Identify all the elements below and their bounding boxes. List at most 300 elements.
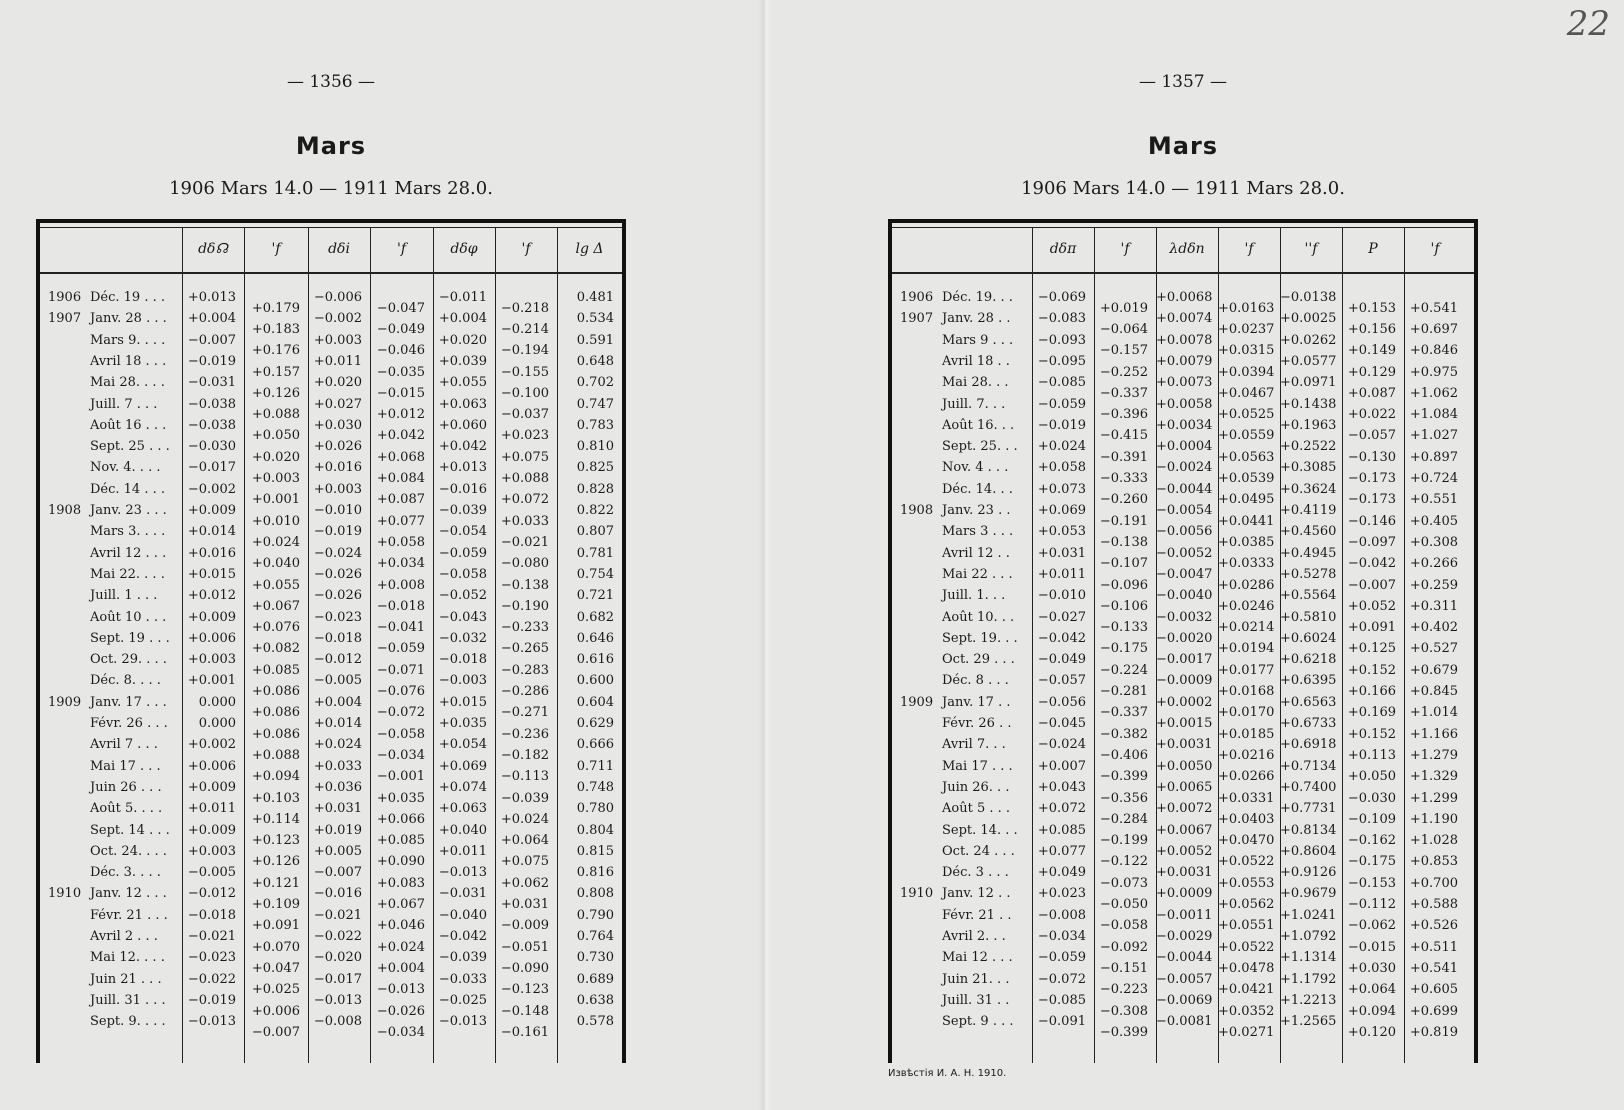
table-cell: 0.810: [576, 439, 614, 455]
table-cell: −0.042: [1037, 630, 1086, 646]
table-cell: −0.009: [500, 918, 549, 934]
row-date: Déc. 14. . .: [942, 481, 1013, 497]
table-cell: −0.0081: [1156, 1014, 1213, 1030]
table-cell: +0.846: [1409, 343, 1458, 359]
table-cell: −0.056: [1037, 694, 1086, 710]
table-cell: +1.0241: [1280, 907, 1337, 923]
table-cell: −0.123: [500, 982, 549, 998]
table-cell: +0.0262: [1280, 332, 1337, 348]
table-cell: +0.169: [1347, 705, 1396, 721]
row-date: Août 16. . .: [942, 417, 1015, 433]
table-cell: −0.016: [313, 886, 362, 902]
table-cell: +0.025: [251, 982, 300, 998]
table-cell: +0.0551: [1218, 918, 1275, 934]
table-cell: +0.6395: [1280, 673, 1337, 689]
table-cell: +0.030: [1347, 960, 1396, 976]
table-row: [892, 801, 1474, 827]
table-cell: −0.199: [1099, 833, 1148, 849]
table-cell: −0.031: [438, 886, 487, 902]
table-cell: +0.0065: [1156, 779, 1213, 795]
table-cell: 0.764: [576, 929, 614, 944]
table-cell: −0.406: [1099, 747, 1148, 763]
row-date: Janv. 17 . . .: [90, 694, 167, 710]
table-cell: −0.038: [187, 417, 236, 433]
table-cell: −0.286: [500, 684, 549, 700]
table-cell: −0.021: [313, 907, 362, 923]
table-cell: +0.7134: [1280, 758, 1337, 774]
table-cell: +0.002: [187, 737, 236, 753]
table-cell: 0.689: [576, 971, 614, 987]
row-date: Sept. 25. . .: [942, 439, 1018, 455]
table-cell: −0.155: [500, 364, 549, 380]
table-cell: +0.090: [376, 854, 425, 870]
table-cell: +0.011: [187, 801, 236, 817]
table-cell: 0.781: [576, 545, 614, 561]
table-cell: −0.062: [1347, 918, 1396, 934]
table-row: [40, 375, 622, 401]
table-cell: +0.0216: [1218, 747, 1275, 763]
table-cell: −0.0020: [1156, 630, 1213, 646]
table-cell: +0.006: [251, 1003, 300, 1019]
table-cell: +0.024: [251, 534, 300, 550]
row-date: Juin 26 . . .: [90, 779, 162, 795]
table-row: [40, 971, 622, 998]
table-cell: +0.066: [376, 811, 425, 827]
row-date: Févr. 26 . .: [942, 716, 1012, 731]
table-cell: −0.308: [1099, 1003, 1148, 1019]
table-cell: +0.153: [1347, 300, 1396, 316]
table-cell: +0.083: [376, 875, 425, 891]
table-cell: +1.2213: [1280, 992, 1337, 1008]
table-cell: +0.0394: [1218, 364, 1275, 380]
row-date: Janv. 17 . .: [942, 694, 1011, 710]
column-header: 'f: [1430, 241, 1440, 257]
table-cell: +0.9679: [1280, 886, 1337, 902]
table-cell: 0.604: [576, 694, 614, 710]
table-cell: −0.191: [1099, 513, 1148, 529]
table-cell: +0.5810: [1280, 609, 1337, 625]
page-fold: [758, 0, 772, 1110]
table-cell: −0.007: [187, 332, 236, 348]
table-cell: +0.064: [500, 833, 549, 849]
table-cell: +0.0168: [1218, 684, 1275, 700]
table-cell: +0.033: [313, 758, 362, 774]
table-cell: −0.051: [500, 939, 549, 955]
table-cell: +0.086: [251, 684, 300, 700]
table-cell: −0.382: [1099, 726, 1148, 742]
table-row: [892, 503, 1474, 529]
table-cell: −0.008: [313, 1014, 362, 1030]
table-cell: +0.0352: [1218, 1003, 1275, 1019]
table-cell: +0.042: [376, 428, 425, 444]
table-cell: +0.0073: [1156, 375, 1213, 391]
row-date: Mai 12. . . .: [90, 950, 165, 966]
table-cell: +0.121: [251, 875, 300, 891]
row-date: Déc. 19. . .: [942, 290, 1013, 305]
row-date: Févr. 21 . .: [942, 907, 1012, 923]
page-title: Mars: [295, 132, 367, 160]
table-cell: +0.031: [1037, 545, 1086, 561]
table-cell: −0.018: [187, 907, 236, 923]
row-date: Avril 2. . .: [942, 929, 1006, 944]
table-cell: −0.260: [1099, 492, 1148, 508]
table-cell: +0.050: [1347, 769, 1396, 785]
table-cell: +0.103: [251, 790, 300, 806]
row-date: Mai 12 . . .: [942, 950, 1013, 966]
table-cell: −0.023: [313, 609, 362, 625]
table-cell: +0.0266: [1218, 769, 1275, 785]
table-cell: +0.054: [438, 737, 487, 753]
table-row: [892, 652, 1474, 678]
column-header: 'f: [271, 241, 281, 257]
table-cell: +0.020: [313, 375, 362, 391]
table-cell: −0.064: [1099, 321, 1148, 337]
table-cell: +0.094: [251, 769, 300, 785]
table-cell: −0.034: [376, 747, 425, 763]
table-cell: −0.0017: [1156, 652, 1213, 668]
table-cell: −0.153: [1347, 875, 1396, 891]
row-date: Déc. 3. . . .: [90, 865, 161, 881]
table-cell: +0.0470: [1218, 833, 1275, 849]
table-cell: −0.023: [187, 950, 236, 966]
table-cell: +0.4560: [1280, 524, 1337, 540]
table-cell: +0.011: [313, 353, 362, 369]
table-cell: +0.072: [1037, 801, 1086, 817]
table-cell: +0.031: [500, 897, 549, 913]
table-cell: +0.0034: [1156, 417, 1213, 433]
table-cell: −0.0138: [1280, 290, 1337, 305]
table-row: [892, 311, 1474, 337]
table-cell: +0.0331: [1218, 790, 1275, 806]
table-cell: −0.019: [187, 992, 236, 1008]
table-cell: −0.025: [438, 992, 487, 1008]
row-date: Juill. 7 . . .: [90, 396, 158, 412]
table-cell: −0.122: [1099, 854, 1148, 870]
table-cell: +0.0467: [1218, 385, 1275, 401]
row-date: Mars 3. . . .: [90, 524, 166, 540]
row-date: Févr. 26 . . .: [90, 716, 168, 731]
table-cell: +0.0031: [1156, 865, 1213, 881]
table-cell: −0.0054: [1156, 503, 1213, 518]
table-cell: +0.179: [251, 300, 300, 316]
table-row: [892, 971, 1474, 998]
table-cell: +0.069: [438, 758, 487, 774]
table-cell: +0.088: [251, 747, 300, 763]
table-cell: +0.094: [1347, 1003, 1396, 1019]
table-cell: −0.284: [1099, 811, 1148, 827]
table-cell: +0.086: [251, 726, 300, 742]
table-cell: +0.042: [438, 439, 487, 455]
table-cell: −0.026: [313, 588, 362, 604]
table-cell: −0.013: [313, 992, 362, 1008]
table-cell: +1.2565: [1280, 1014, 1337, 1030]
table-row: [40, 992, 622, 1019]
table-cell: −0.085: [1037, 375, 1086, 391]
table-cell: −0.030: [187, 439, 236, 455]
table-cell: 0.822: [576, 503, 614, 518]
table-cell: +0.0009: [1156, 886, 1213, 902]
table-cell: −0.175: [1347, 854, 1396, 870]
row-date: Mars 9. . . .: [90, 332, 166, 348]
table-cell: −0.013: [438, 865, 487, 881]
table-cell: −0.182: [500, 747, 549, 763]
table-cell: −0.018: [376, 598, 425, 614]
table-row: [40, 886, 622, 913]
row-date: Mars 9 . . .: [942, 332, 1014, 348]
table-cell: +0.0067: [1156, 822, 1213, 838]
table-cell: −0.194: [500, 343, 549, 359]
table-cell: −0.008: [1037, 907, 1086, 923]
table-cell: −0.173: [1347, 471, 1396, 487]
table-cell: +0.073: [1037, 481, 1086, 497]
table-cell: −0.057: [1347, 428, 1396, 444]
table-cell: −0.033: [438, 971, 487, 987]
table-row: [40, 843, 622, 870]
table-cell: +0.527: [1409, 641, 1458, 657]
table-cell: −0.0069: [1156, 992, 1213, 1008]
row-date: Oct. 24. . . .: [90, 843, 167, 859]
table-cell: −0.073: [1099, 875, 1148, 891]
table-cell: +0.067: [376, 897, 425, 913]
table-cell: −0.092: [1099, 939, 1148, 955]
table-cell: −0.058: [376, 726, 425, 742]
table-cell: +1.062: [1409, 385, 1458, 401]
table-cell: +0.0079: [1156, 353, 1213, 369]
table-cell: +0.050: [251, 428, 300, 444]
table-row: [40, 801, 622, 827]
table-cell: −0.050: [1099, 897, 1148, 913]
table-cell: −0.016: [438, 481, 487, 497]
table-row: [892, 779, 1474, 806]
column-header: 'f: [1120, 241, 1130, 257]
table-cell: −0.024: [313, 545, 362, 561]
row-year: 1909: [900, 694, 934, 710]
table-cell: +0.024: [313, 737, 362, 753]
table-cell: −0.057: [1037, 673, 1086, 689]
table-cell: −0.046: [376, 343, 425, 359]
table-row: [892, 524, 1474, 550]
right-page: [888, 0, 1528, 1110]
table-cell: 0.666: [576, 737, 614, 753]
table-cell: −0.007: [251, 1024, 300, 1040]
page-number: — 1356 —: [286, 72, 376, 92]
table-cell: +0.049: [1037, 865, 1086, 881]
table-cell: +0.588: [1409, 897, 1458, 913]
table-cell: −0.080: [500, 556, 549, 572]
row-date: Oct. 29. . . .: [90, 652, 167, 668]
row-date: Mai 17 . . .: [90, 758, 161, 774]
row-date: Sept. 14. . .: [942, 822, 1018, 838]
column-header: dδπ: [1049, 241, 1077, 257]
table-cell: +1.166: [1409, 726, 1458, 742]
table-cell: +0.020: [438, 332, 487, 348]
table-cell: +0.055: [438, 375, 487, 391]
table-cell: −0.090: [500, 960, 549, 976]
table-cell: +0.0177: [1218, 662, 1275, 678]
table-cell: +0.0052: [1156, 843, 1213, 859]
table-cell: −0.002: [313, 311, 362, 327]
table-cell: +0.040: [251, 556, 300, 572]
table-cell: −0.007: [1347, 577, 1396, 593]
table-cell: +1.028: [1409, 833, 1458, 849]
table-cell: +0.087: [1347, 385, 1396, 401]
table-cell: −0.022: [313, 929, 362, 944]
table-cell: −0.054: [438, 524, 487, 540]
table-cell: −0.052: [438, 588, 487, 604]
table-cell: −0.059: [376, 641, 425, 657]
table-cell: −0.019: [1037, 417, 1086, 433]
table-cell: +0.0074: [1156, 311, 1213, 327]
row-date: Juill. 1 . . .: [90, 588, 158, 604]
table-cell: +0.0004: [1156, 439, 1213, 455]
table-cell: +0.011: [1037, 566, 1086, 582]
table-cell: +1.084: [1409, 407, 1458, 423]
table-cell: −0.0056: [1156, 524, 1213, 540]
table-cell: −0.399: [1099, 1024, 1148, 1040]
table-row: [40, 290, 622, 316]
table-cell: 0.629: [576, 716, 614, 731]
table-cell: +0.0333: [1218, 556, 1275, 572]
table-cell: −0.236: [500, 726, 549, 742]
table-cell: −0.161: [500, 1024, 549, 1040]
table-cell: −0.012: [187, 886, 236, 902]
column-header: dδφ: [450, 241, 478, 257]
table-row: [892, 694, 1474, 721]
table-cell: −0.072: [1037, 971, 1086, 987]
table-cell: −0.017: [313, 971, 362, 987]
table-cell: −0.0032: [1156, 609, 1213, 625]
table-cell: +0.085: [251, 662, 300, 678]
table-cell: +0.0271: [1218, 1024, 1275, 1040]
table-cell: −0.337: [1099, 705, 1148, 721]
column-header: 'f: [1244, 241, 1254, 257]
table-cell: −0.097: [1347, 534, 1396, 550]
row-date: Mai 22 . . .: [942, 566, 1013, 582]
table-cell: +0.3624: [1280, 481, 1337, 497]
table-cell: +0.126: [251, 854, 300, 870]
row-date: Mars 3 . . .: [942, 524, 1014, 540]
row-date: Janv. 28 . .: [942, 311, 1011, 327]
table-cell: +1.329: [1409, 769, 1458, 785]
table-cell: +0.819: [1409, 1024, 1458, 1040]
row-date: Janv. 28 . . .: [90, 311, 167, 327]
row-year: 1908: [900, 503, 934, 518]
table-cell: −0.019: [313, 524, 362, 540]
table-cell: −0.047: [376, 300, 425, 316]
column-header: λdδn: [1169, 241, 1205, 257]
table-cell: +0.405: [1409, 513, 1458, 529]
table-cell: −0.107: [1099, 556, 1148, 572]
table-cell: −0.035: [376, 364, 425, 380]
table-row: [40, 652, 622, 678]
table-row: [40, 822, 622, 849]
row-date: Août 16 . . .: [90, 417, 167, 433]
table-cell: −0.038: [187, 396, 236, 412]
table-cell: +0.016: [187, 545, 236, 561]
table-cell: +0.975: [1409, 364, 1458, 380]
table-cell: +0.015: [438, 694, 487, 710]
row-date: Nov. 4 . . .: [942, 460, 1009, 476]
table-cell: +0.0315: [1218, 343, 1275, 359]
table-cell: +0.012: [187, 588, 236, 604]
table-cell: +0.109: [251, 897, 300, 913]
table-cell: 0.646: [576, 630, 614, 646]
table-cell: 0.730: [576, 950, 614, 966]
table-cell: +0.006: [187, 758, 236, 774]
row-date: Juill. 7. . .: [942, 396, 1006, 412]
table-row: [40, 545, 622, 572]
table-cell: −0.071: [376, 662, 425, 678]
table-cell: −0.337: [1099, 385, 1148, 401]
table-cell: +0.055: [251, 577, 300, 593]
page-footer: Извѣстія И. А. Н. 1910.: [888, 1068, 1007, 1079]
left-page: [36, 0, 676, 1110]
table-cell: +0.088: [251, 407, 300, 423]
table-row: [892, 332, 1474, 359]
table-cell: −0.034: [376, 1024, 425, 1040]
row-date: Avril 7 . . .: [90, 737, 158, 753]
table-cell: −0.356: [1099, 790, 1148, 806]
table-cell: +0.5278: [1280, 566, 1337, 582]
table-cell: −0.076: [376, 684, 425, 700]
table-cell: +0.697: [1409, 321, 1458, 337]
row-date: Août 10. . .: [942, 609, 1015, 625]
table-cell: +0.0385: [1218, 534, 1275, 550]
table-cell: +0.027: [313, 396, 362, 412]
row-date: Août 5. . . .: [90, 801, 163, 817]
row-date: Avril 7. . .: [942, 737, 1006, 753]
row-date: Juill. 31 . .: [942, 992, 1010, 1008]
table-cell: 0.616: [576, 652, 614, 668]
table-cell: −0.146: [1347, 513, 1396, 529]
table-cell: −0.042: [438, 929, 487, 944]
table-cell: +0.0522: [1218, 939, 1275, 955]
table-cell: −0.109: [1347, 811, 1396, 827]
table-cell: +0.063: [438, 396, 487, 412]
table-cell: +1.027: [1409, 428, 1458, 444]
row-date: Sept. 25 . . .: [90, 439, 170, 455]
table-cell: 0.648: [576, 353, 614, 369]
table-cell: −0.018: [438, 652, 487, 668]
table-cell: +0.6918: [1280, 737, 1337, 753]
table-cell: +0.016: [313, 460, 362, 476]
table-cell: +0.266: [1409, 556, 1458, 572]
table-cell: +0.176: [251, 343, 300, 359]
row-date: Déc. 8 . . .: [942, 673, 1009, 689]
table-cell: 0.748: [576, 779, 614, 795]
table-cell: +0.019: [313, 822, 362, 838]
table-cell: 0.790: [576, 907, 614, 923]
row-date: Avril 18 . . .: [90, 353, 167, 369]
table-cell: +0.013: [187, 290, 236, 305]
table-cell: +0.004: [187, 311, 236, 327]
table-cell: +0.1438: [1280, 396, 1337, 412]
table-row: [40, 588, 622, 614]
table-row: [40, 673, 622, 700]
row-date: Déc. 19 . . .: [90, 290, 165, 305]
row-year: 1907: [900, 311, 934, 327]
table-cell: +0.551: [1409, 492, 1458, 508]
table-cell: +0.0078: [1156, 332, 1213, 348]
table-cell: −0.015: [376, 385, 425, 401]
table-cell: +0.011: [438, 843, 487, 859]
table-cell: +0.8604: [1280, 843, 1337, 859]
table-cell: +0.033: [500, 513, 549, 529]
table-cell: +0.012: [376, 407, 425, 423]
table-cell: +0.013: [438, 460, 487, 476]
page-subtitle: 1906 Mars 14.0 — 1911 Mars 28.0.: [1021, 178, 1345, 199]
table-cell: −0.391: [1099, 449, 1148, 465]
